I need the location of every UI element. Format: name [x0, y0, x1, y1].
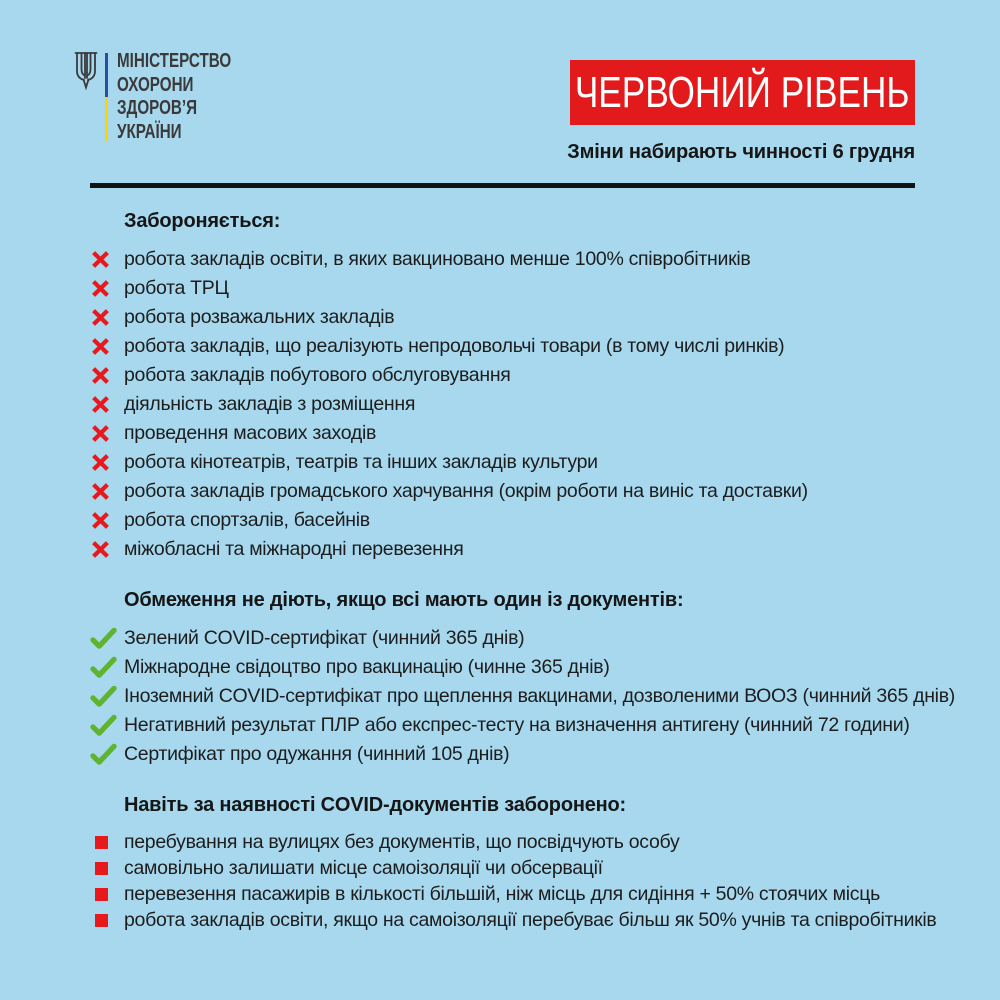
- item-text: діяльність закладів з розміщення: [124, 392, 416, 415]
- ministry-name: [117, 50, 231, 144]
- x-icon: [90, 365, 124, 386]
- item-text: робота закладів, що реалізують непродовольчі товари (в тому числі ринків): [124, 334, 785, 357]
- x-icon: [90, 307, 124, 328]
- moh-logo: [72, 50, 267, 144]
- x-icon: [90, 423, 124, 444]
- item-text: робота розважальних закладів: [124, 305, 395, 328]
- item-text: Сертифікат про одужання (чинний 105 днів): [124, 742, 510, 765]
- item-text: робота кінотеатрів, театрів та інших закладів культури: [124, 450, 598, 473]
- exemption-documents-section: [90, 587, 970, 766]
- prohibited-item: [90, 450, 970, 474]
- x-icon: [90, 452, 124, 473]
- ministry-name-line: ОХОРОНИ: [117, 73, 194, 96]
- flag-divider: [105, 53, 108, 141]
- prohibited-section: [90, 208, 970, 561]
- x-icon: [90, 278, 124, 299]
- check-icon: [90, 627, 124, 650]
- prohibited-item: [90, 479, 970, 503]
- alert-level-banner: [570, 60, 915, 125]
- square-bullet-icon: [90, 914, 124, 927]
- prohibited-item: [90, 421, 970, 445]
- item-text: Зелений COVID-сертифікат (чинний 365 днів): [124, 626, 525, 649]
- ministry-name-line: ЗДОРОВ’Я: [117, 97, 198, 119]
- section-title: Забороняється:: [124, 210, 281, 232]
- x-icon: [90, 510, 124, 531]
- prohibited-item: [90, 276, 970, 300]
- x-icon: [90, 249, 124, 270]
- ukraine-trident-icon: [72, 50, 100, 92]
- always-prohibited-item: [90, 831, 970, 853]
- document-item: [90, 655, 970, 679]
- item-text: самовільно залишати місце самоізоляції чи обсервації: [124, 856, 603, 879]
- x-icon: [90, 394, 124, 415]
- alert-level-label: ЧЕРВОНИЙ РІВЕНЬ: [575, 67, 910, 117]
- prohibited-item: [90, 247, 970, 271]
- check-icon: [90, 685, 124, 708]
- effective-date-note: Зміни набирають чинності 6 грудня: [567, 141, 915, 163]
- document-item: [90, 742, 970, 766]
- item-text: проведення масових заходів: [124, 421, 377, 444]
- prohibited-item: [90, 305, 970, 329]
- item-text: робота закладів освіти, якщо на самоізоляції перебуває більш як 50% учнів та співробітників: [124, 908, 937, 931]
- prohibited-item: [90, 334, 970, 358]
- prohibited-item: [90, 392, 970, 416]
- always-prohibited-section: [90, 792, 970, 931]
- item-text: Негативний результат ПЛР або експрес-тесту на визначення антигену (чинний 72 години): [124, 713, 910, 736]
- x-icon: [90, 336, 124, 357]
- document-item: [90, 626, 970, 650]
- check-icon: [90, 656, 124, 679]
- document-item: [90, 713, 970, 737]
- section-title: Обмеження не діють, якщо всі мають один із документів:: [124, 589, 684, 611]
- check-icon: [90, 743, 124, 766]
- x-icon: [90, 481, 124, 502]
- item-text: Іноземний COVID-сертифікат про щеплення вакцинами, дозволеними ВООЗ (чинний 365 днів): [124, 684, 955, 707]
- item-text: робота закладів громадського харчування (окрім роботи на виніс та доставки): [124, 479, 808, 502]
- item-text: робота ТРЦ: [124, 276, 229, 299]
- always-prohibited-item: [90, 909, 970, 931]
- restrictions-content: [90, 208, 970, 935]
- item-text: перебування на вулицях без документів, що посвідчують особу: [124, 830, 680, 853]
- section-title: Навіть за наявності COVID-документів заборонено:: [124, 794, 627, 816]
- item-text: робота закладів побутового обслуговування: [124, 363, 511, 386]
- prohibited-item: [90, 363, 970, 387]
- item-text: робота закладів освіти, в яких вакциновано менше 100% співробітників: [124, 247, 751, 270]
- divider-rule: [90, 183, 915, 188]
- item-text: перевезення пасажирів в кількості більшій, ніж місць для сидіння + 50% стоячих місць: [124, 882, 880, 905]
- always-prohibited-item: [90, 883, 970, 905]
- item-text: Міжнародне свідоцтво про вакцинацію (чинне 365 днів): [124, 655, 610, 678]
- ministry-name-line: УКРАЇНИ: [117, 120, 182, 143]
- square-bullet-icon: [90, 836, 124, 849]
- square-bullet-icon: [90, 888, 124, 901]
- item-text: робота спортзалів, басейнів: [124, 508, 370, 531]
- square-bullet-icon: [90, 862, 124, 875]
- always-prohibited-item: [90, 857, 970, 879]
- prohibited-item: [90, 537, 970, 561]
- item-text: міжобласні та міжнародні перевезення: [124, 537, 464, 560]
- ministry-name-line: МІНІСТЕРСТВО: [117, 50, 232, 72]
- check-icon: [90, 714, 124, 737]
- prohibited-item: [90, 508, 970, 532]
- x-icon: [90, 539, 124, 560]
- document-item: [90, 684, 970, 708]
